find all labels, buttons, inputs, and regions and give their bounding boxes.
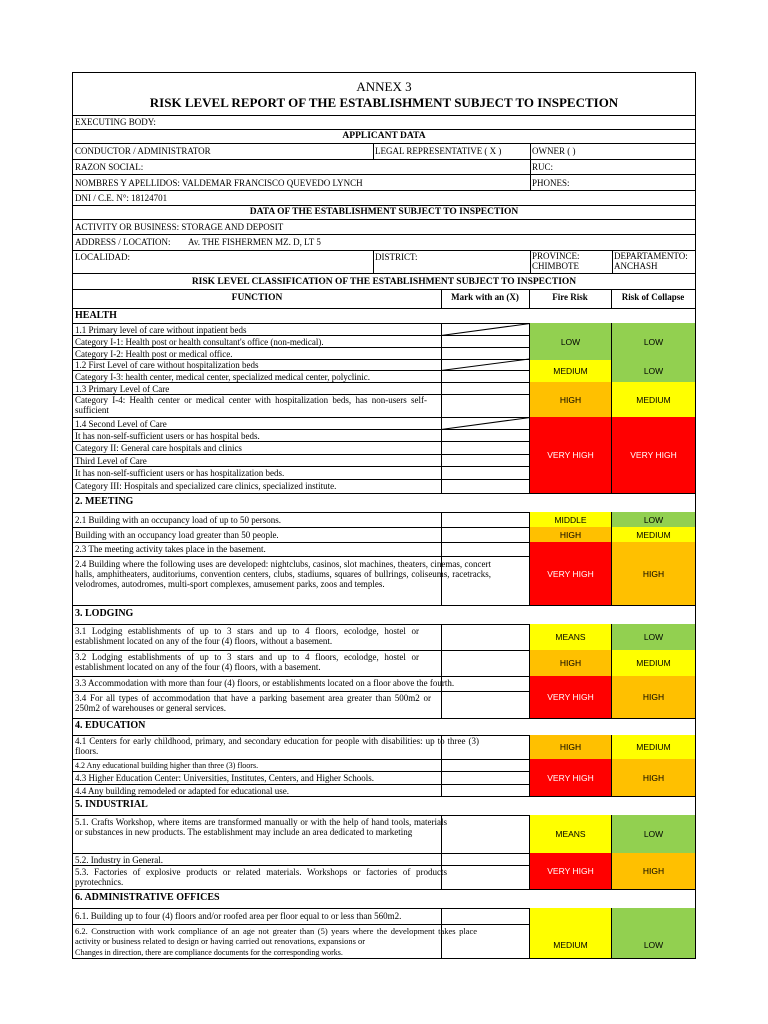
collapse-risk-low: LOW — [611, 624, 695, 650]
health-row: Category I-3: health center, medical center, specialized medical center, polyclinic. — [75, 372, 371, 382]
localidad-field[interactable]: LOCALIDAD: — [75, 252, 130, 262]
function-column-header: FUNCTION — [231, 293, 283, 303]
industrial-section-title: 5. INDUSTRIAL — [75, 799, 148, 810]
divider — [73, 289, 695, 290]
divider — [73, 174, 695, 175]
fire-risk-high: HIGH — [529, 650, 611, 676]
establishment-data-heading: DATA OF THE ESTABLISHMENT SUBJECT TO INSPECTION — [249, 207, 519, 217]
row-line — [73, 347, 529, 348]
collapse-risk-medium: MEDIUM — [611, 527, 695, 542]
row-line — [73, 479, 529, 480]
full-name-field[interactable]: NOMBRES Y APELLIDOS: VALDEMAR FRANCISCO QUEVEDO LYNCH — [75, 178, 363, 188]
health-row: Category I-1: Health post or health consultant's office (non-medical). — [75, 337, 324, 347]
executing-body-label: EXECUTING BODY: — [75, 117, 156, 127]
health-row: 1.3 Primary Level of Care — [75, 384, 170, 394]
ruc-field[interactable]: RUC: — [532, 162, 554, 172]
row-line — [73, 556, 529, 557]
health-row: 1.4 Second Level of Care — [75, 419, 167, 429]
fire-risk-medium: MEDIUM — [529, 360, 611, 382]
row-line — [73, 417, 529, 418]
health-row: Category III: Hospitals and specialized care clinics, specialized institute. — [75, 481, 337, 491]
divider — [373, 143, 374, 159]
divider — [73, 159, 695, 160]
fire-risk-very-high: VERY HIGH — [529, 542, 611, 605]
industrial-row: 5.2. Industry in General. — [75, 855, 163, 865]
fire-risk-low: LOW — [529, 323, 611, 360]
lodging-section-title: 3. LODGING — [75, 608, 134, 619]
row-line — [73, 454, 529, 455]
divider — [73, 718, 695, 719]
fire-risk-very-high: VERY HIGH — [529, 417, 611, 493]
health-row: 1.1 Primary level of care without inpatient beds — [75, 325, 247, 335]
row-line — [73, 865, 529, 866]
divider — [73, 605, 695, 606]
education-section-title: 4. EDUCATION — [75, 720, 146, 731]
divider — [73, 129, 695, 130]
departamento-value[interactable]: ANCHASH — [614, 261, 658, 271]
fire-risk-high: HIGH — [529, 527, 611, 542]
fire-risk-medium: MEDIUM — [529, 908, 611, 958]
collapse-risk-medium: MEDIUM — [611, 650, 695, 676]
fire-risk-high: HIGH — [529, 735, 611, 759]
fire-risk-means: MEANS — [529, 815, 611, 853]
offices-row: Changes in direction, there are compliance documents for the corresponding works. — [75, 948, 343, 957]
departamento-label: DEPARTAMENTO: — [614, 251, 688, 261]
legal-representative-option[interactable]: LEGAL REPRESENTATIVE ( X ) — [375, 146, 502, 156]
annex-number: ANNEX 3 — [356, 79, 412, 94]
row-line — [73, 429, 529, 430]
divider — [73, 493, 695, 494]
report-title: RISK LEVEL REPORT OF THE ESTABLISHMENT SUBJECT TO INSPECTION — [149, 95, 619, 110]
row-line — [73, 370, 529, 371]
collapse-risk-high: HIGH — [611, 759, 695, 796]
health-row: Third Level of Care — [75, 456, 147, 466]
collapse-risk-column-header: Risk of Collapse — [621, 292, 685, 302]
divider — [441, 289, 442, 308]
collapse-risk-low: LOW — [611, 908, 695, 958]
lodging-row: 3.1 Lodging establishments of up to 3 stars and up to 4 floors, ecolodge, hostel or establishment located on any of the four (4) floors, without a basement. — [75, 626, 419, 646]
row-line — [73, 691, 529, 692]
meeting-row: Building with an occupancy load greater than 50 people. — [75, 530, 279, 540]
divider — [73, 143, 695, 144]
conductor-administrator-option[interactable]: CONDUCTOR / ADMINISTRATOR — [75, 146, 211, 156]
meeting-row: 2.3 The meeting activity takes place in the basement. — [75, 544, 266, 554]
divider — [441, 624, 442, 718]
collapse-risk-high: HIGH — [611, 853, 695, 889]
education-row: 4.1 Centers for early childhood, primary, and secondary education for people with disabilities: up to three (3) floors. — [75, 736, 479, 756]
collapse-risk-medium: MEDIUM — [611, 735, 695, 759]
divider — [373, 250, 374, 273]
collapse-risk-low: LOW — [611, 512, 695, 527]
divider — [441, 323, 442, 493]
razon-social-field[interactable]: RAZON SOCIAL: — [75, 162, 144, 172]
fire-risk-high: HIGH — [529, 382, 611, 417]
row-line — [73, 466, 529, 467]
divider — [73, 115, 695, 116]
row-line — [73, 771, 529, 772]
divider — [73, 796, 695, 797]
divider — [73, 308, 695, 309]
fire-risk-middle: MIDDLE — [529, 512, 611, 527]
fire-risk-column-header: Fire Risk — [552, 292, 588, 302]
divider — [73, 250, 695, 251]
health-row: Category I-4: Health center or medical center with hospitalization beds, has non-users self-sufficient — [75, 395, 427, 415]
collapse-risk-low: LOW — [611, 360, 695, 382]
education-row: 4.3 Higher Education Center: Universities, Institutes, Centers, and Higher Schools. — [75, 773, 374, 783]
province-label: PROVINCE: — [532, 251, 580, 261]
meeting-row: 2.4 Building where the following uses are developed: nightclubs, casinos, slot machines, theaters, cinemas, concert halls, amphitheaters, auditoriums, convention centers, clubs, stadiums, squares of bullrings, coliseums, racetracks, velodromes, autodromes, multi-sport complexes, amusement parks, zoos and temples. — [75, 559, 491, 589]
industrial-row: 5.1. Crafts Workshop, where items are transformed manually or with the help of hand tools, materials or substances in new products. The establishment may include an area dedicated to marketing — [75, 817, 447, 837]
meeting-section-title: 2. MEETING — [75, 496, 134, 507]
industrial-row: 5.3. Factories of explosive products or related materials. Workshops or factories of products pyrotechnics. — [75, 867, 447, 887]
fire-risk-very-high: VERY HIGH — [529, 676, 611, 718]
divider — [530, 143, 531, 159]
collapse-risk-low: LOW — [611, 815, 695, 853]
divider — [73, 273, 695, 274]
owner-option[interactable]: OWNER ( ) — [532, 146, 576, 156]
row-line — [73, 924, 529, 925]
dni-field[interactable]: DNI / C.E. N°: 18124701 — [75, 193, 168, 203]
health-row: Category I-2: Health post or medical office. — [75, 349, 233, 359]
address-value[interactable]: Av. THE FISHERMEN MZ. D, LT 5 — [188, 237, 321, 247]
applicant-data-heading: APPLICANT DATA — [342, 131, 426, 141]
activity-field[interactable]: ACTIVITY OR BUSINESS: STORAGE AND DEPOSIT — [75, 222, 284, 232]
offices-section-title: 6. ADMINISTRATIVE OFFICES — [75, 892, 220, 903]
collapse-risk-medium: MEDIUM — [611, 382, 695, 417]
row-line — [73, 441, 529, 442]
divider — [73, 219, 695, 220]
meeting-row: 2.1 Building with an occupancy load of up to 50 persons. — [75, 515, 281, 525]
collapse-risk-very-high: VERY HIGH — [611, 417, 695, 493]
health-row: It has non-self-sufficient users or has hospitalization beds. — [75, 468, 285, 478]
divider — [73, 190, 695, 191]
divider — [530, 250, 531, 273]
divider — [73, 889, 695, 890]
offices-row: 6.1. Building up to four (4) floors and/or roofed area per floor equal to or less than 560m2. — [75, 911, 402, 921]
fire-risk-means: MEANS — [529, 624, 611, 650]
offices-row: 6.2. Construction with work compliance of an age not greater than (5) years where the development takes place activity or business related to design or having carried out renovations, expansions or — [75, 926, 477, 946]
divider — [611, 289, 612, 308]
phones-field[interactable]: PHONES: — [532, 178, 570, 188]
health-section-title: HEALTH — [75, 310, 117, 321]
collapse-risk-high: HIGH — [611, 542, 695, 605]
row-line — [73, 784, 529, 785]
collapse-risk-high: HIGH — [611, 676, 695, 718]
health-row: It has non-self-sufficient users or has hospital beds. — [75, 431, 260, 441]
lodging-row: 3.4 For all types of accommodation that have a parking basement area greater than 500m2 or 250m2 of warehouses or general services. — [75, 693, 431, 713]
row-line — [73, 382, 529, 383]
divider — [530, 174, 531, 190]
health-row: Category II: General care hospitals and clinics — [75, 443, 242, 453]
lodging-row: 3.3 Accommodation with more than four (4) floors, or establishments located on a floor above the fourth. — [75, 678, 455, 688]
fire-risk-very-high: VERY HIGH — [529, 759, 611, 796]
education-row: 4.2 Any educational building higher than three (3) floors. — [75, 761, 259, 770]
divider — [530, 159, 531, 174]
education-row: 4.4 Any building remodeled or adapted for educational use. — [75, 786, 289, 796]
divider — [73, 908, 529, 909]
district-field[interactable]: DISTRICT: — [375, 252, 418, 262]
collapse-risk-low: LOW — [611, 323, 695, 360]
divider — [73, 234, 695, 235]
row-line — [73, 335, 529, 336]
address-label: ADDRESS / LOCATION: — [75, 237, 171, 247]
classification-heading: RISK LEVEL CLASSIFICATION OF THE ESTABLISHMENT SUBJECT TO INSPECTION — [191, 277, 577, 287]
province-value[interactable]: CHIMBOTE — [532, 261, 579, 271]
fire-risk-very-high: VERY HIGH — [529, 853, 611, 889]
divider — [529, 289, 530, 308]
health-row: 1.2 First Level of care without hospitalization beds — [75, 360, 259, 370]
lodging-row: 3.2 Lodging establishments of up to 3 stars and up to 4 floors, ecolodge, hostel or establishment located on any of the four (4) floors, with a basement. — [75, 652, 419, 672]
risk-report-form — [72, 72, 696, 959]
divider — [612, 250, 613, 273]
mark-column-header: Mark with an (X) — [451, 292, 519, 302]
divider — [73, 205, 695, 206]
